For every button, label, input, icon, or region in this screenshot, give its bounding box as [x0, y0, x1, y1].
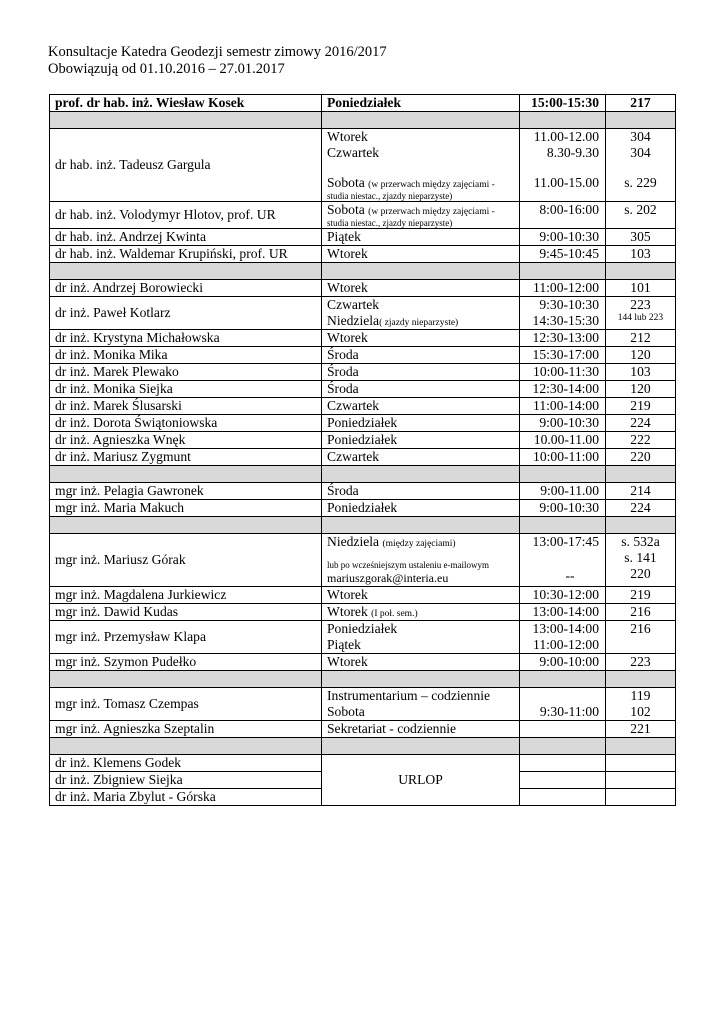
day: Wtorek	[322, 280, 520, 297]
separator-row	[50, 517, 676, 534]
day: Sekretariat - codziennie	[322, 721, 520, 738]
staff-name: dr hab. inż. Waldemar Krupiński, prof. UR	[50, 246, 322, 263]
staff-name: mgr inż. Tomasz Czempas	[50, 688, 322, 721]
staff-name: dr hab. inż. Andrzej Kwinta	[50, 229, 322, 246]
time: 9:30-11:00	[520, 688, 606, 721]
table-row	[50, 364, 676, 381]
staff-name: dr hab. inż. Volodymyr Hlotov, prof. UR	[50, 202, 322, 229]
staff-name: dr inż. Krystyna Michałowska	[50, 330, 322, 347]
room: 120	[606, 381, 676, 398]
day: Czwartek	[322, 398, 520, 415]
day: Poniedziałek	[322, 500, 520, 517]
room: 120	[606, 347, 676, 364]
room: 220	[606, 449, 676, 466]
table-row	[50, 280, 676, 297]
room: 223	[606, 654, 676, 671]
staff-name: dr inż. Monika Mika	[50, 347, 322, 364]
staff-name: dr inż. Agnieszka Wnęk	[50, 432, 322, 449]
room: 221	[606, 721, 676, 738]
separator-row	[50, 671, 676, 688]
table-row	[50, 415, 676, 432]
separator-row	[50, 738, 676, 755]
room: 216	[606, 621, 676, 654]
separator-row	[50, 466, 676, 483]
time: 10:30-12:00	[520, 587, 606, 604]
day: Środa	[322, 483, 520, 500]
room: 222	[606, 432, 676, 449]
room: 219	[606, 398, 676, 415]
time: 13:00-17:45 --	[520, 534, 606, 587]
room: 305	[606, 229, 676, 246]
table-row	[50, 432, 676, 449]
staff-name: mgr inż. Agnieszka Szeptalin	[50, 721, 322, 738]
table-row	[50, 449, 676, 466]
day: Środa	[322, 364, 520, 381]
staff-name: dr inż. Paweł Kotlarz	[50, 297, 322, 330]
day: Poniedziałek	[322, 432, 520, 449]
separator-row	[50, 112, 676, 129]
time: 15:00-15:30	[520, 95, 606, 112]
leave-label: URLOP	[322, 755, 520, 806]
room: 103	[606, 364, 676, 381]
day: Wtorek	[322, 587, 520, 604]
day: Wtorek Czwartek Sobota (w przerwach między zajęciami - studia niestac., zjazdy nieparzyste)	[322, 129, 520, 202]
room: 224	[606, 415, 676, 432]
time: 9:30-10:30 14:30-15:30	[520, 297, 606, 330]
time	[520, 772, 606, 789]
table-row	[50, 621, 676, 654]
table-row	[50, 721, 676, 738]
room: 304 304 s. 229	[606, 129, 676, 202]
time: 11:00-14:00	[520, 398, 606, 415]
table-row	[50, 347, 676, 364]
time: 11:00-12:00	[520, 280, 606, 297]
staff-name: dr inż. Dorota Świątoniowska	[50, 415, 322, 432]
staff-name: mgr inż. Dawid Kudas	[50, 604, 322, 621]
staff-name: mgr inż. Mariusz Górak	[50, 534, 322, 587]
room: 103	[606, 246, 676, 263]
time: 13:00-14:00 11:00-12:00	[520, 621, 606, 654]
consultation-table	[49, 94, 676, 806]
room: s. 202	[606, 202, 676, 229]
staff-name: dr inż. Andrzej Borowiecki	[50, 280, 322, 297]
time: 15:30-17:00	[520, 347, 606, 364]
day: Wtorek	[322, 330, 520, 347]
table-row	[50, 500, 676, 517]
day: Piątek	[322, 229, 520, 246]
day: Wtorek	[322, 654, 520, 671]
room: 216	[606, 604, 676, 621]
time	[520, 721, 606, 738]
time: 9:00-10:30	[520, 229, 606, 246]
time: 13:00-14:00	[520, 604, 606, 621]
table-row	[50, 330, 676, 347]
staff-name: mgr inż. Przemysław Klapa	[50, 621, 322, 654]
room	[606, 772, 676, 789]
table-row	[50, 688, 676, 721]
staff-name: mgr inż. Pelagia Gawronek	[50, 483, 322, 500]
staff-name: mgr inż. Magdalena Jurkiewicz	[50, 587, 322, 604]
staff-name: prof. dr hab. inż. Wiesław Kosek	[50, 95, 322, 112]
day: Niedziela (między zajęciami) lub po wcześniejszym ustaleniu e-mailowym mariuszgorak@interia.eu	[322, 534, 520, 587]
room: s. 532a s. 141 220	[606, 534, 676, 587]
header-validity: Obowiązują od 01.10.2016 – 27.01.2017	[48, 61, 285, 77]
time: 12:30-14:00	[520, 381, 606, 398]
day: Poniedziałek Piątek	[322, 621, 520, 654]
table-row	[50, 534, 676, 587]
staff-name: dr inż. Maria Zbylut - Górska	[50, 789, 322, 806]
day: Wtorek (I poł. sem.)	[322, 604, 520, 621]
table-row	[50, 381, 676, 398]
staff-name: dr hab. inż. Tadeusz Gargula	[50, 129, 322, 202]
day: Środa	[322, 381, 520, 398]
room: 224	[606, 500, 676, 517]
time: 9:00-10:30	[520, 500, 606, 517]
table-row	[50, 246, 676, 263]
time: 9:00-10:30	[520, 415, 606, 432]
room: 212	[606, 330, 676, 347]
room: 101	[606, 280, 676, 297]
time	[520, 789, 606, 806]
table-row	[50, 95, 676, 112]
day: Wtorek	[322, 246, 520, 263]
time: 10:00-11:30	[520, 364, 606, 381]
table-row	[50, 483, 676, 500]
table-row	[50, 202, 676, 229]
time	[520, 755, 606, 772]
staff-name: dr inż. Marek Ślusarski	[50, 398, 322, 415]
staff-name: dr inż. Klemens Godek	[50, 755, 322, 772]
table-row	[50, 587, 676, 604]
time: 9:45-10:45	[520, 246, 606, 263]
time: 10:00-11:00	[520, 449, 606, 466]
day: Środa	[322, 347, 520, 364]
time: 9:00-10:00	[520, 654, 606, 671]
day: Poniedziałek	[322, 415, 520, 432]
room	[606, 789, 676, 806]
table-row	[50, 129, 676, 202]
time: 10.00-11.00	[520, 432, 606, 449]
table-row	[50, 398, 676, 415]
time: 11.00-12.00 8.30-9.30 11.00-15.00	[520, 129, 606, 202]
room: 119 102	[606, 688, 676, 721]
room: 219	[606, 587, 676, 604]
room: 217	[606, 95, 676, 112]
room: 214	[606, 483, 676, 500]
separator-row	[50, 263, 676, 280]
staff-name: mgr inż. Szymon Pudełko	[50, 654, 322, 671]
staff-name: dr inż. Monika Siejka	[50, 381, 322, 398]
document-header	[48, 44, 387, 78]
table-row	[50, 297, 676, 330]
table-row	[50, 654, 676, 671]
table-row	[50, 755, 676, 772]
room	[606, 755, 676, 772]
staff-name: dr inż. Zbigniew Siejka	[50, 772, 322, 789]
time: 9:00-11.00	[520, 483, 606, 500]
day: Sobota (w przerwach między zajęciami - studia niestac., zjazdy nieparzyste)	[322, 202, 520, 229]
day: Czwartek	[322, 449, 520, 466]
staff-name: mgr inż. Maria Makuch	[50, 500, 322, 517]
day: Czwartek Niedziela( zjazdy nieparzyste)	[322, 297, 520, 330]
time: 8:00-16:00	[520, 202, 606, 229]
time: 12:30-13:00	[520, 330, 606, 347]
table-row	[50, 604, 676, 621]
day: Instrumentarium – codziennie Sobota	[322, 688, 520, 721]
header-title: Konsultacje Katedra Geodezji semestr zimowy 2016/2017	[48, 44, 387, 60]
staff-name: dr inż. Marek Plewako	[50, 364, 322, 381]
room: 223 144 lub 223	[606, 297, 676, 330]
day: Poniedziałek	[322, 95, 520, 112]
table-row	[50, 229, 676, 246]
staff-name: dr inż. Mariusz Zygmunt	[50, 449, 322, 466]
